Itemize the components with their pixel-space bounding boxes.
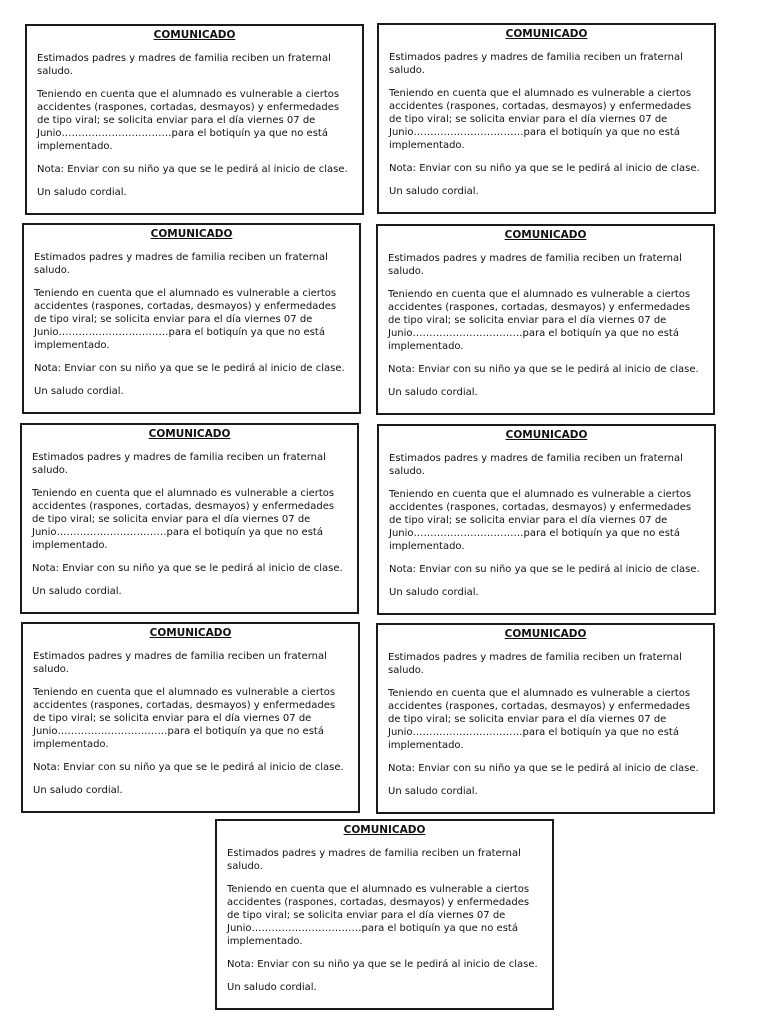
notice-body: Teniendo en cuenta que el alumnado es vulnerable a ciertos accidentes (raspones, cortadas, desmayos) y enfermedades de tipo viral; se solicita enviar para el día viernes 07 de Junio……………………………para el botiquín ya que no está implementado. <box>227 884 530 947</box>
notice-closing: Un saludo cordial. <box>388 786 478 797</box>
notice-greeting: Estimados padres y madres de familia reciben un fraternal saludo. <box>34 252 328 276</box>
notice-closing: Un saludo cordial. <box>32 586 122 597</box>
notice-body: Teniendo en cuenta que el alumnado es vulnerable a ciertos accidentes (raspones, cortadas, desmayos) y enfermedades de tipo viral; se solicita enviar para el día viernes 07 de Junio……………………………para el botiquín ya que no está implementado. <box>34 288 337 351</box>
notice-card <box>376 224 715 415</box>
notice-body: Teniendo en cuenta que el alumnado es vulnerable a ciertos accidentes (raspones, cortadas, desmayos) y enfermedades de tipo viral; se solicita enviar para el día viernes 07 de Junio……………………………para el botiquín ya que no está implementado. <box>388 289 691 352</box>
notice-greeting: Estimados padres y madres de familia reciben un fraternal saludo. <box>388 253 682 277</box>
notice-note: Nota: Enviar con su niño ya que se le pedirá al inicio de clase. <box>388 364 699 375</box>
notice-title: COMUNICADO <box>153 29 236 41</box>
notice-body: Teniendo en cuenta que el alumnado es vulnerable a ciertos accidentes (raspones, cortadas, desmayos) y enfermedades de tipo viral; se solicita enviar para el día viernes 07 de Junio……………………………para el botiquín ya que no está implementado. <box>37 89 340 152</box>
notice-note: Nota: Enviar con su niño ya que se le pedirá al inicio de clase. <box>227 959 538 970</box>
notice-note: Nota: Enviar con su niño ya que se le pedirá al inicio de clase. <box>389 564 700 575</box>
notice-greeting: Estimados padres y madres de familia reciben un fraternal saludo. <box>227 848 521 872</box>
notice-greeting: Estimados padres y madres de familia reciben un fraternal saludo. <box>37 53 331 77</box>
notice-note: Nota: Enviar con su niño ya que se le pedirá al inicio de clase. <box>33 762 344 773</box>
notice-title: COMUNICADO <box>505 28 588 40</box>
notice-closing: Un saludo cordial. <box>389 587 479 598</box>
notice-closing: Un saludo cordial. <box>33 785 123 796</box>
notice-greeting: Estimados padres y madres de familia reciben un fraternal saludo. <box>389 52 683 76</box>
notice-greeting: Estimados padres y madres de familia reciben un fraternal saludo. <box>388 652 682 676</box>
notice-greeting: Estimados padres y madres de familia reciben un fraternal saludo. <box>389 453 683 477</box>
notice-body: Teniendo en cuenta que el alumnado es vulnerable a ciertos accidentes (raspones, cortadas, desmayos) y enfermedades de tipo viral; se solicita enviar para el día viernes 07 de Junio……………………………para el botiquín ya que no está implementado. <box>389 88 692 151</box>
notice-title: COMUNICADO <box>343 824 426 836</box>
notice-note: Nota: Enviar con su niño ya que se le pedirá al inicio de clase. <box>388 763 699 774</box>
notice-body: Teniendo en cuenta que el alumnado es vulnerable a ciertos accidentes (raspones, cortadas, desmayos) y enfermedades de tipo viral; se solicita enviar para el día viernes 07 de Junio……………………………para el botiquín ya que no está implementado. <box>32 488 335 551</box>
notice-note: Nota: Enviar con su niño ya que se le pedirá al inicio de clase. <box>32 563 343 574</box>
notice-closing: Un saludo cordial. <box>388 387 478 398</box>
notice-title: COMUNICADO <box>150 228 233 240</box>
notice-body: Teniendo en cuenta que el alumnado es vulnerable a ciertos accidentes (raspones, cortadas, desmayos) y enfermedades de tipo viral; se solicita enviar para el día viernes 07 de Junio……………………………para el botiquín ya que no está implementado. <box>388 688 691 751</box>
notice-closing: Un saludo cordial. <box>37 187 127 198</box>
notice-title: COMUNICADO <box>504 229 587 241</box>
notice-note: Nota: Enviar con su niño ya que se le pedirá al inicio de clase. <box>389 163 700 174</box>
notice-title: COMUNICADO <box>148 428 231 440</box>
notice-title: COMUNICADO <box>504 628 587 640</box>
notice-body: Teniendo en cuenta que el alumnado es vulnerable a ciertos accidentes (raspones, cortadas, desmayos) y enfermedades de tipo viral; se solicita enviar para el día viernes 07 de Junio……………………………para el botiquín ya que no está implementado. <box>389 489 692 552</box>
notice-card <box>377 23 716 214</box>
notice-card <box>20 423 359 614</box>
notice-card <box>377 424 716 615</box>
notice-greeting: Estimados padres y madres de familia reciben un fraternal saludo. <box>33 651 327 675</box>
notice-title: COMUNICADO <box>505 429 588 441</box>
notice-closing: Un saludo cordial. <box>227 982 317 993</box>
notice-card <box>25 24 364 215</box>
notice-note: Nota: Enviar con su niño ya que se le pedirá al inicio de clase. <box>34 363 345 374</box>
notice-title: COMUNICADO <box>149 627 232 639</box>
notice-body: Teniendo en cuenta que el alumnado es vulnerable a ciertos accidentes (raspones, cortadas, desmayos) y enfermedades de tipo viral; se solicita enviar para el día viernes 07 de Junio……………………………para el botiquín ya que no está implementado. <box>33 687 336 750</box>
notice-card <box>21 622 360 813</box>
notice-card <box>22 223 361 414</box>
notice-note: Nota: Enviar con su niño ya que se le pedirá al inicio de clase. <box>37 164 348 175</box>
notice-card <box>376 623 715 814</box>
notice-card <box>215 819 554 1010</box>
notice-greeting: Estimados padres y madres de familia reciben un fraternal saludo. <box>32 452 326 476</box>
notice-closing: Un saludo cordial. <box>34 386 124 397</box>
notice-closing: Un saludo cordial. <box>389 186 479 197</box>
